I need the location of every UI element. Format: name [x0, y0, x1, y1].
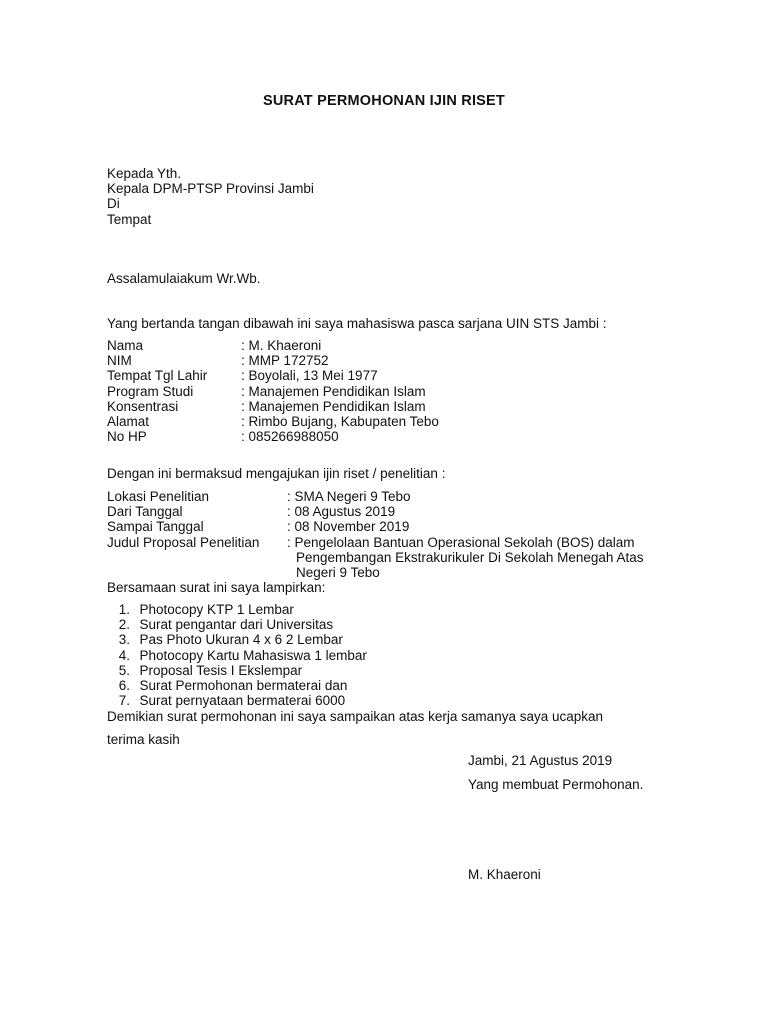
- research-label: Dari Tanggal: [107, 504, 183, 520]
- attachments-intro: [107, 580, 325, 595]
- research-row: [107, 504, 687, 519]
- research-value: [287, 535, 687, 581]
- applicant-value: : Manajemen Pendidikan Islam: [241, 398, 426, 414]
- list-text: Photocopy KTP 1 Lembar: [139, 602, 294, 617]
- research-title-line-3: Negeri 9 Tebo: [296, 565, 380, 581]
- research-row: [107, 519, 687, 534]
- intro-text: Yang bertanda tangan dibawah ini saya mahasiswa pasca sarjana UIN STS Jambi :: [107, 316, 607, 331]
- applicant-value: : 085266988050: [241, 429, 339, 445]
- list-text: Surat pernyataan bermaterai 6000: [139, 693, 346, 709]
- applicant-label: Nama: [107, 338, 144, 353]
- list-item: [86, 678, 367, 693]
- applicant-label: No HP: [107, 429, 147, 445]
- applicant-details: [107, 338, 439, 444]
- recipient-line-4: Tempat: [107, 211, 152, 227]
- closing-paragraph: [107, 709, 603, 724]
- research-title-line-2: Pengembangan Ekstrakurikuler Di Sekolah Menegah Atas: [296, 549, 644, 565]
- signature-place-date: Jambi, 21 Agustus 2019: [468, 753, 613, 768]
- list-text: Surat pengantar dari Universitas: [139, 617, 334, 633]
- closing-thanks-text: terima kasih: [107, 732, 180, 747]
- applicant-value: : M. Khaeroni: [241, 338, 322, 353]
- list-item: [86, 632, 367, 647]
- closing-text: Demikian surat permohonan ini saya sampaikan atas kerja samanya saya ucapkan: [107, 709, 604, 724]
- list-number: 6.: [118, 678, 130, 694]
- applicant-row: [107, 338, 439, 353]
- purpose-paragraph: [107, 466, 445, 481]
- recipient-block: [107, 166, 314, 227]
- attachments-list: [86, 602, 367, 708]
- list-number: 2.: [118, 617, 130, 633]
- applicant-row: [107, 399, 439, 414]
- greeting: [107, 271, 261, 286]
- applicant-value: : Manajemen Pendidikan Islam: [241, 383, 426, 399]
- applicant-label: NIM: [107, 353, 132, 369]
- list-number: 4.: [118, 647, 130, 663]
- research-value: : 08 November 2019: [287, 519, 410, 535]
- letter-title: SURAT PERMOHONAN IJIN RISET: [263, 93, 505, 109]
- list-number: 7.: [118, 693, 130, 709]
- recipient-line-1: Kepada Yth.: [107, 166, 182, 181]
- applicant-row: [107, 429, 439, 444]
- applicant-value: : Rimbo Bujang, Kabupaten Tebo: [241, 414, 439, 430]
- signature-role: Yang membuat Permohonan.: [468, 777, 644, 792]
- recipient-line-3: Di: [107, 196, 120, 212]
- intro-paragraph: [107, 316, 607, 331]
- purpose-text: Dengan ini bermaksud mengajukan ijin riset / penelitian :: [107, 466, 446, 481]
- list-item: [86, 648, 367, 663]
- research-details: [107, 489, 687, 580]
- research-label: Sampai Tanggal: [107, 519, 204, 535]
- list-number: 5.: [118, 662, 130, 678]
- applicant-label: Program Studi: [107, 383, 194, 399]
- applicant-label: Tempat Tgl Lahir: [107, 368, 208, 384]
- list-item: [86, 602, 367, 617]
- applicant-label: Konsentrasi: [107, 398, 179, 414]
- applicant-row: [107, 368, 439, 383]
- applicant-value: : MMP 172752: [241, 353, 329, 369]
- list-item: [86, 617, 367, 632]
- research-label: Judul Proposal Penelitian: [107, 534, 260, 550]
- applicant-row: [107, 414, 439, 429]
- list-text: Proposal Tesis I Ekslempar: [139, 662, 303, 678]
- list-text: Photocopy Kartu Mahasiswa 1 lembar: [139, 647, 367, 663]
- list-item: [86, 663, 367, 678]
- list-item: [86, 693, 367, 708]
- research-label: Lokasi Penelitian: [107, 489, 210, 504]
- greeting-text: Assalamulaiakum Wr.Wb.: [107, 271, 261, 286]
- applicant-label: Alamat: [107, 414, 150, 430]
- research-row: [107, 489, 687, 504]
- signature-name: M. Khaeroni: [468, 867, 541, 882]
- recipient-line-2: Kepala DPM-PTSP Provinsi Jambi: [107, 181, 314, 197]
- research-value: : 08 Agustus 2019: [287, 504, 396, 520]
- research-value: : SMA Negeri 9 Tebo: [287, 489, 411, 504]
- list-text: Pas Photo Ukuran 4 x 6 2 Lembar: [139, 632, 343, 648]
- research-row: [107, 535, 687, 581]
- research-title-line-1: : Pengelolaan Bantuan Operasional Sekolah (BOS) dalam: [287, 534, 635, 550]
- applicant-value: : Boyolali, 13 Mei 1977: [241, 368, 378, 384]
- applicant-row: [107, 384, 439, 399]
- closing-thanks: [107, 732, 180, 747]
- applicant-row: [107, 353, 439, 368]
- list-number: 3.: [118, 632, 130, 648]
- attachments-intro-text: Bersamaan surat ini saya lampirkan:: [107, 580, 326, 595]
- list-number: 1.: [118, 602, 130, 617]
- list-text: Surat Permohonan bermaterai dan: [139, 678, 348, 694]
